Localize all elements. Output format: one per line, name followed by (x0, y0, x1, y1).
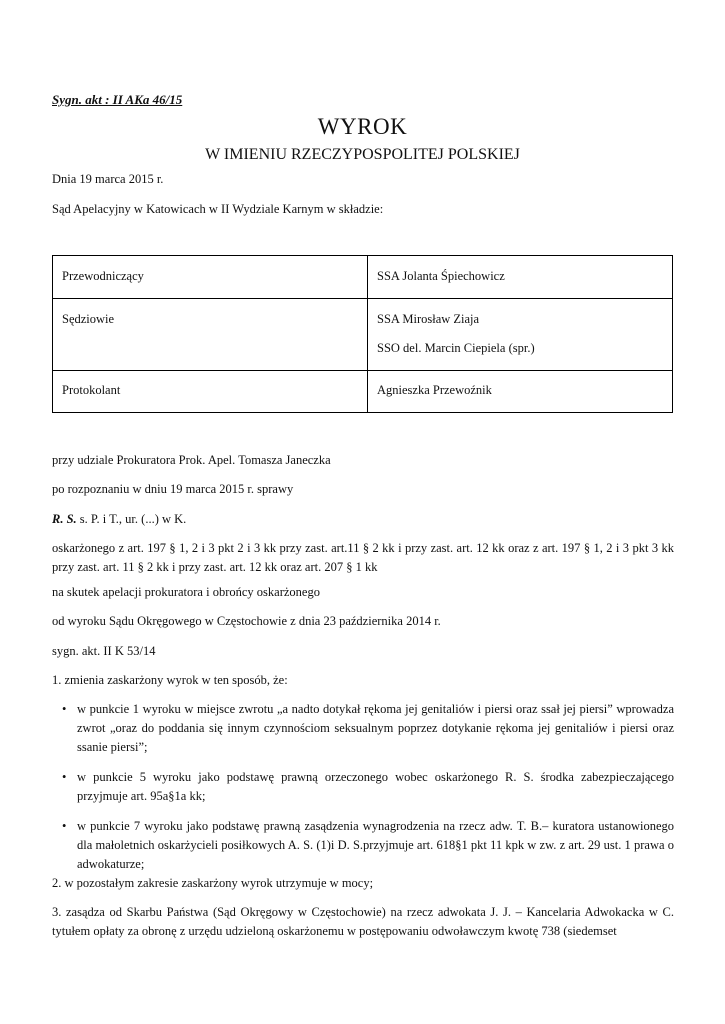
composition-name: SSO del. Marcin Ciepiela (spr.) (377, 341, 535, 355)
bullet-icon: • (62, 819, 67, 833)
ruling-point-3: 3. zasądza od Skarbu Państwa (Sąd Okręgowy w Częstochowie) na rzecz adwokata J. J. – Kancelaria Adwokacka w C. tytułem opłaty za obronę z urzędu udzieloną oskarżonemu w postępowaniu odwoławczym kwotę 738 (siedemset (52, 905, 674, 938)
defendant-line (52, 512, 186, 527)
court-line: Sąd Apelacyjny w Katowicach w II Wydziale Karnym w składzie: (52, 202, 384, 216)
judgment-date: Dnia 19 marca 2015 r. (52, 172, 164, 186)
ruling-point-1: 1. zmienia zaskarżony wyrok w ten sposób, że: (52, 673, 288, 687)
list-item-text: w punkcie 7 wyroku jako podstawę prawną zasądzenia wynagrodzenia na rzecz adw. T. B.– kuratora ustanowionego dla małoletnich oskarżycieli posiłkowych A. S. (1)i D. S.przyjmuje art. 618§1 pkt 11 kpk w zw. z art. 29 ust. 1 prawa o adwokaturze; (77, 819, 674, 871)
document-title: WYROK (317, 114, 408, 139)
composition-row (53, 371, 673, 413)
composition-name: SSA Mirosław Ziaja (377, 312, 480, 326)
defendant-initials: R. S. (52, 512, 77, 526)
charges-paragraph: oskarżonego z art. 197 § 1, 2 i 3 pkt 2 i 3 kk przy zast. art.11 § 2 kk i przy zast. art. 12 kk oraz z art. 197 § 1, 2 i 3 pkt 3 kk przy zast. art. 11 § 2 kk i przy zast. art. 12 kk oraz art. 207 § 1 kk (52, 541, 674, 574)
composition-row (53, 299, 673, 371)
composition-row (53, 256, 673, 299)
composition-name: SSA Jolanta Śpiechowicz (368, 256, 673, 299)
document-subtitle: W IMIENIU RZECZYPOSPOLITEJ POLSKIEJ (205, 146, 520, 163)
composition-role: Protokolant (53, 371, 368, 413)
list-item (62, 768, 674, 806)
list-item (62, 817, 674, 874)
bullet-icon: • (62, 702, 67, 716)
composition-role: Sędziowie (53, 299, 368, 371)
case-number-line: sygn. akt. II K 53/14 (52, 644, 156, 658)
composition-name: Agnieszka Przewoźnik (368, 371, 673, 413)
defendant-details: s. P. i T., ur. (...) w K. (76, 512, 187, 526)
case-signature: Sygn. akt : II AKa 46/15 (52, 92, 183, 107)
composition-role: Przewodniczący (53, 256, 368, 299)
list-item-text: w punkcie 5 wyroku jako podstawę prawną orzeczonego wobec oskarżonego R. S. środka zabezpieczającego przyjmuje art. 95a§1a kk; (77, 770, 674, 803)
prosecutor-line: przy udziale Prokuratora Prok. Apel. Tomasza Janeczka (52, 453, 331, 467)
list-item-text: w punkcie 1 wyroku w miejsce zwrotu „a nadto dotykał rękoma jej genitaliów i piersi oraz ssał jej piersi” wprowadza zwrot „oraz do poddania się innym czynnościom seksualnym poprzez dotykanie rękoma jej genitaliów i piersi oraz ssanie piersi”; (77, 702, 674, 754)
ruling-point-2: 2. w pozostałym zakresie zaskarżony wyrok utrzymuje w mocy; (52, 876, 374, 890)
appealed-judgment-line: od wyroku Sądu Okręgowego w Częstochowie z dnia 23 października 2014 r. (52, 614, 441, 628)
appeal-line: na skutek apelacji prokuratora i obrońcy oskarżonego (52, 585, 320, 599)
court-composition-table (52, 255, 673, 413)
composition-names-cell (368, 299, 673, 371)
ruling-changes-list (62, 700, 674, 885)
bullet-icon: • (62, 770, 67, 784)
hearing-line: po rozpoznaniu w dniu 19 marca 2015 r. sprawy (52, 482, 294, 496)
list-item (62, 700, 674, 757)
